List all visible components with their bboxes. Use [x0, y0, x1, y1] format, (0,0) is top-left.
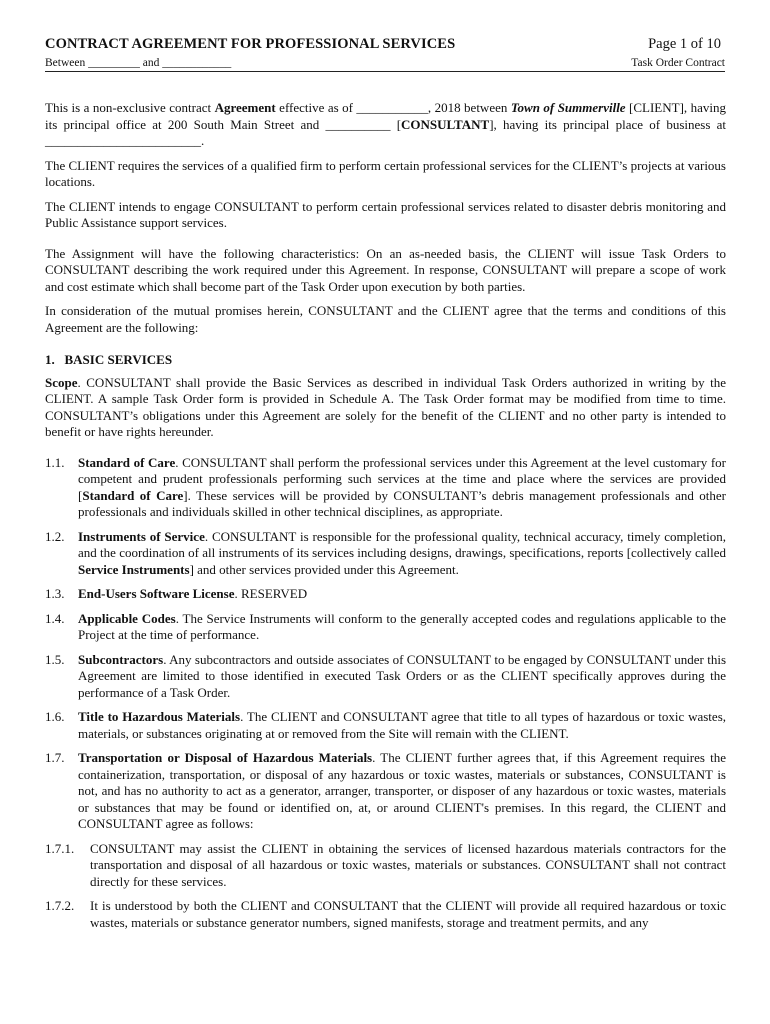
paragraph-consideration: In consideration of the mutual promises herein, CONSULTANT and the CLIENT agree that the terms and conditions of this Agreement are the following: [45, 303, 726, 335]
clause-1-7-2: 1.7.2. It is understood by both the CLIENT and CONSULTANT that the CLIENT will provide all required hazardous or toxic wastes, materials or substance generator numbers, signed manifests, storage and treatment permits, and any [45, 898, 726, 930]
page-header [45, 36, 725, 72]
page-number: Page 1 of 10 [648, 36, 721, 52]
scope-paragraph: Scope. CONSULTANT shall provide the Basic Services as described in individual Task Orders authorized in writing by the CLIENT. A sample Task Order form is provided in Schedule A. The Task Order format may be modified from time to time. CONSULTANT’s obligations under this Agreement are solely for the benefit of the CLIENT and no other party is intended to benefit or have rights hereunder. [45, 374, 726, 439]
between-parties: Between _________ and ____________ [45, 57, 232, 69]
clause-1-7: 1.7. Transportation or Disposal of Hazardous Materials. The CLIENT further agrees that, if this Agreement requires the containerization, transportation, or disposal of any hazardous or toxic wastes, materials or substances, CONSULTANT is not, and has no authority to act as a generator, arranger, transporter, or disposer of any hazardous or toxic wastes, materials or substances that may be found or identified on, at, or around CLIENT's premises. In this regard, the CLIENT and CONSULTANT agree as follows: [45, 750, 726, 831]
paragraph-assignment: The Assignment will have the following characteristics: On an as-needed basis, the CLIENT will issue Task Orders to CONSULTANT describing the work required under this Agreement. In response, CONSULTANT will prepare a scope of work and cost estimate which shall become part of the Task Order upon execution by both parties. [45, 245, 726, 294]
clause-1-6: 1.6. Title to Hazardous Materials. The CLIENT and CONSULTANT agree that title to all types of hazardous or toxic wastes, materials, or substances originating at or removed from the Site will remain with the CLIENT. [45, 709, 727, 741]
clause-1-1: 1.1. Standard of Care. CONSULTANT shall perform the professional services under this Agreement at the level customary for competent and prudent professionals performing such services at the time and place where the services are provided [Standard of Care]. These services will be provided by CONSULTANT’s debris management professionals and other professionals and individuals skilled in other technical disciplines, as appropriate. [45, 454, 727, 519]
document-body [45, 100, 726, 939]
document-title: CONTRACT AGREEMENT FOR PROFESSIONAL SERVICES [45, 36, 456, 52]
header-rule [45, 71, 725, 72]
clause-1-4: 1.4. Applicable Codes. The Service Instruments will conform to the generally accepted codes and regulations applicable to the Project at the time of performance. [45, 610, 727, 642]
paragraph-client-requires: The CLIENT requires the services of a qualified firm to perform certain professional services for the CLIENT’s projects at various locations. [45, 157, 726, 189]
task-order-label: Task Order Contract [631, 57, 725, 69]
clause-1-7-1: 1.7.1. CONSULTANT may assist the CLIENT in obtaining the services of licensed hazardous materials contractors for the transportation and disposal of all hazardous or toxic wastes, materials or substances. CONSULTANT shall not contract directly for these services. [45, 840, 726, 889]
paragraph-client-intends: The CLIENT intends to engage CONSULTANT to perform certain professional services related to disaster debris monitoring and Public Assistance support services. [45, 198, 726, 230]
clause-1-2: 1.2. Instruments of Service. CONSULTANT is responsible for the professional quality, technical accuracy, timely completion, and the coordination of all instruments of its services including designs, drawings, specifications, reports [collectively called Service Instruments] and other services provided under this Agreement. [45, 528, 726, 577]
section-heading-basic-services: 1. BASIC SERVICES [45, 352, 173, 367]
clause-1-5: 1.5. Subcontractors. Any subcontractors and outside associates of CONSULTANT to be engaged by CONSULTANT under this Agreement are limited to those identified in executed Task Orders or as the CLIENT specifically approves during the performance of a Task Order. [45, 651, 726, 700]
clause-1-3: 1.3. End-Users Software License. RESERVED [45, 586, 308, 601]
intro-paragraph: This is a non-exclusive contract Agreement effective as of ___________, 2018 between Town of Summerville [CLIENT], having its principal office at 200 South Main Street and __________ [CONSULTANT], having its principal place of business at ________________________. [45, 100, 727, 148]
